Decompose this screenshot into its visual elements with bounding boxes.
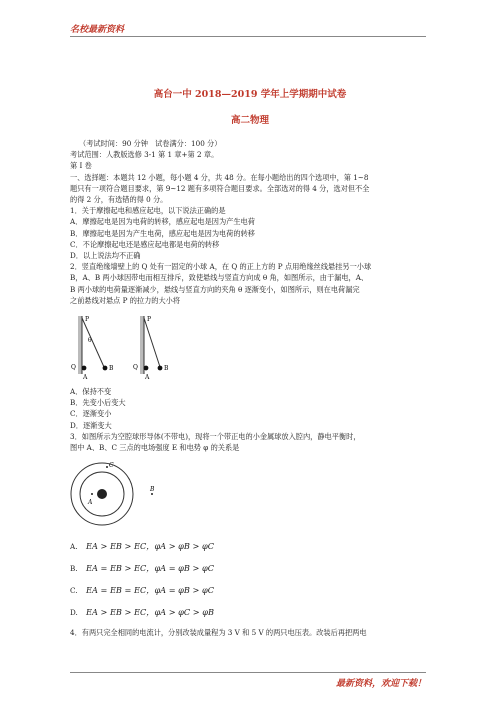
label-a: A <box>83 374 88 382</box>
page-title: 高台一中 2018—2019 学年上学期期中试卷 <box>153 89 347 100</box>
footer-text: 最新资料，欢迎下载！ <box>335 679 426 689</box>
document-body <box>70 88 430 638</box>
question-2: B 两小球的电荷量逐渐减少，悬线与竖直方向的夹角 θ 逐渐变小，如图所示，则在电荷漏完 <box>70 284 360 294</box>
question-1: 1．关于摩擦起电和感应起电，以下说法正确的是 <box>70 206 226 216</box>
question-2: B，A、B 两小球因带电而相互排斥，致使悬线与竖直方向成 θ 角，如图所示，由于漏电，A、 <box>70 273 369 283</box>
q3-option-b <box>70 557 430 579</box>
label-b: B <box>164 365 169 373</box>
label-c: C <box>109 462 114 470</box>
option-formula: EA = EB > EC，φA = φB > φC <box>86 562 214 573</box>
pendulum-figure <box>70 312 430 384</box>
wall-hatch <box>140 316 144 374</box>
label-a: A <box>88 499 93 507</box>
question-2: 2．竖直绝缘墙壁上的 Q 处有一固定的小球 A，在 Q 的正上方的 P 点用绝缘丝线悬挂另一小球 <box>70 262 372 272</box>
exam-meta-time: （考试时间：90 分钟 试卷满分：100 分） <box>79 139 222 148</box>
section-intro: 一、选择题：本题共 12 小题，每小题 4 分，共 48 分。在每小题给出的四个选项中，第 1~8 <box>70 172 369 182</box>
section-intro: 题只有一项符合题目要求，第 9~12 题有多项符合题目要求。全部选对的得 4 分，选对但不全 <box>70 183 370 193</box>
label-q: Q <box>71 364 76 372</box>
label-theta: θ <box>88 337 92 345</box>
q1-option-a: A．摩擦起电是因为电荷的转移，感应起电是因为产生电荷 <box>70 217 255 227</box>
charged-ball <box>97 489 107 499</box>
q2-option-c: C．逐渐变小 <box>70 409 112 419</box>
option-formula: EA = EB = EC，φA = φB > φC <box>86 584 214 595</box>
q2-option-d: D．逐渐变大 <box>70 420 112 430</box>
option-key: B. <box>70 563 78 573</box>
option-key: A. <box>70 541 78 551</box>
string-line <box>82 318 104 367</box>
ball-b <box>103 366 108 371</box>
section-intro: 的得 2 分，有选错的得 0 分。 <box>70 195 168 205</box>
label-b: B <box>109 365 114 373</box>
header-text: 名校最新资料 <box>70 25 125 35</box>
label-a: A <box>145 374 150 382</box>
question-2: 之前悬线对悬点 P 的拉力的大小将 <box>70 295 181 305</box>
point-c <box>106 466 108 468</box>
wall-hatch <box>78 316 82 374</box>
q1-option-c: C．不论摩擦起电还是感应起电都是电荷的转移 <box>70 239 220 249</box>
ball-a <box>144 366 149 371</box>
option-key: C. <box>70 585 78 595</box>
section-label: 第 I 卷 <box>70 161 92 171</box>
ball-b <box>158 366 163 371</box>
option-formula: EA > EB > EC，φA > φB > φC <box>86 540 214 551</box>
label-p: P <box>85 316 90 324</box>
q1-option-b: B．摩擦起电是因为产生电荷，感应起电是因为电荷的转移 <box>70 228 255 238</box>
q3-option-a <box>70 535 430 557</box>
q2-option-a: A．保持不变 <box>70 387 112 397</box>
exam-meta-scope: 考试范围：人教版选修 3-1 第 1 章+第 2 章。 <box>70 150 219 160</box>
label-b: B <box>150 486 155 494</box>
q3-option-c <box>70 579 430 601</box>
header-divider <box>70 36 426 37</box>
option-key: D. <box>70 607 78 617</box>
point-a <box>91 493 93 495</box>
string-line <box>144 318 160 367</box>
ball-a <box>82 366 87 371</box>
q1-option-d: D．以上说法均不正确 <box>70 251 141 261</box>
question-3: 3．如图所示为空腔球形导体(不带电)，现将一个带正电的小金属球放入腔内，静电平衡时， <box>70 431 361 441</box>
option-formula: EA > EB > EC，φA > φC > φB <box>86 606 214 617</box>
point-b <box>151 493 153 495</box>
footer-divider <box>70 672 426 673</box>
question-3: 图中 A、B、C 三点的电场强度 E 和电势 φ 的关系是 <box>70 443 240 453</box>
question-4: 4．有两只完全相同的电流计，分别改装成量程为 3 V 和 5 V 的两只电压表。改装后再把两电 <box>70 628 367 638</box>
q3-option-d <box>70 601 430 623</box>
q2-option-b: B．先变小后变大 <box>70 398 126 408</box>
label-p: P <box>147 316 152 324</box>
page-subtitle: 高二物理 <box>230 115 269 126</box>
label-q: Q <box>133 364 138 372</box>
conductor-figure <box>70 455 430 533</box>
